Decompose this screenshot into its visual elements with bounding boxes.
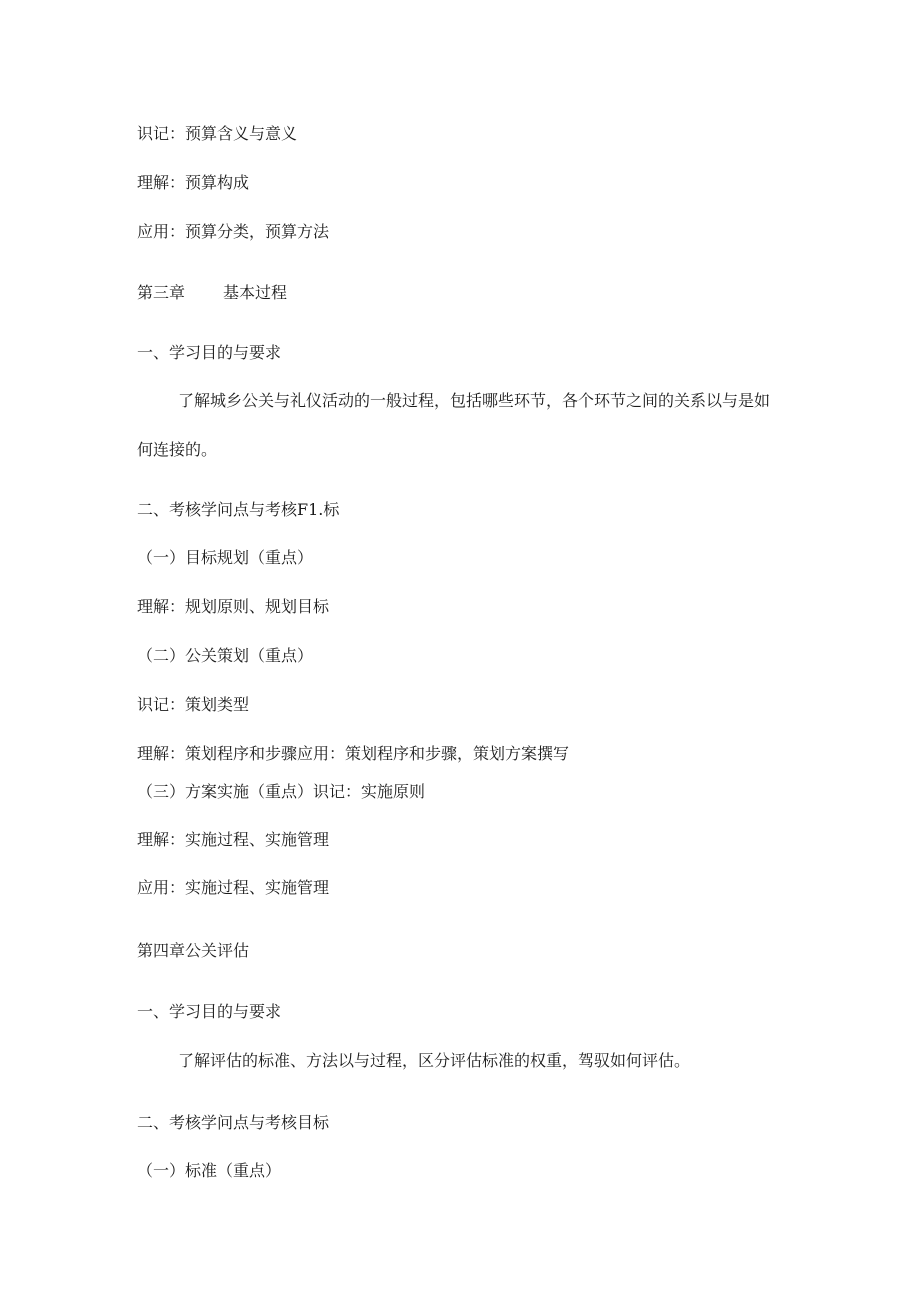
section-heading: 二、考核学问点与考核F1.标 [137, 500, 340, 519]
text-line: 应用：预算分类，预算方法 [137, 222, 330, 241]
text-line: 识记：预算含义与意义 [137, 124, 298, 143]
chapter-title: 基本过程 [223, 283, 288, 302]
text-line: 识记：策划类型 [137, 695, 250, 714]
text-line: 应用：实施过程、实施管理 [137, 878, 330, 897]
paragraph-line: 了解评估的标准、方法以与过程，区分评估标准的权重，驾驭如何评估。 [178, 1051, 691, 1070]
paragraph-line: 何连接的。 [137, 440, 218, 459]
subsection-heading: （一）目标规划（重点） [137, 548, 314, 567]
subsection-heading: （三）方案实施（重点）识记：实施原则 [137, 782, 426, 801]
text-line: 理解：实施过程、实施管理 [137, 830, 330, 849]
chapter-heading: 第四章公关评估 [137, 941, 250, 960]
text-line: 理解：预算构成 [137, 173, 250, 192]
paragraph-line: 了解城乡公关与礼仪活动的一般过程，包括哪些环节，各个环节之间的关系以与是如 [178, 391, 771, 410]
text-line: 理解：策划程序和步骤应用：策划程序和步骤，策划方案撰写 [137, 744, 570, 763]
section-heading: 一、学习目的与要求 [137, 343, 282, 362]
section-heading: 二、考核学问点与考核目标 [137, 1113, 330, 1132]
section-heading: 一、学习目的与要求 [137, 1002, 282, 1021]
subsection-heading: （一）标准（重点） [137, 1161, 282, 1180]
chapter-heading [137, 283, 287, 303]
text-line: 理解：规划原则、规划目标 [137, 597, 330, 616]
subsection-heading: （二）公关策划（重点） [137, 646, 314, 665]
chapter-number: 第三章 [137, 283, 186, 302]
